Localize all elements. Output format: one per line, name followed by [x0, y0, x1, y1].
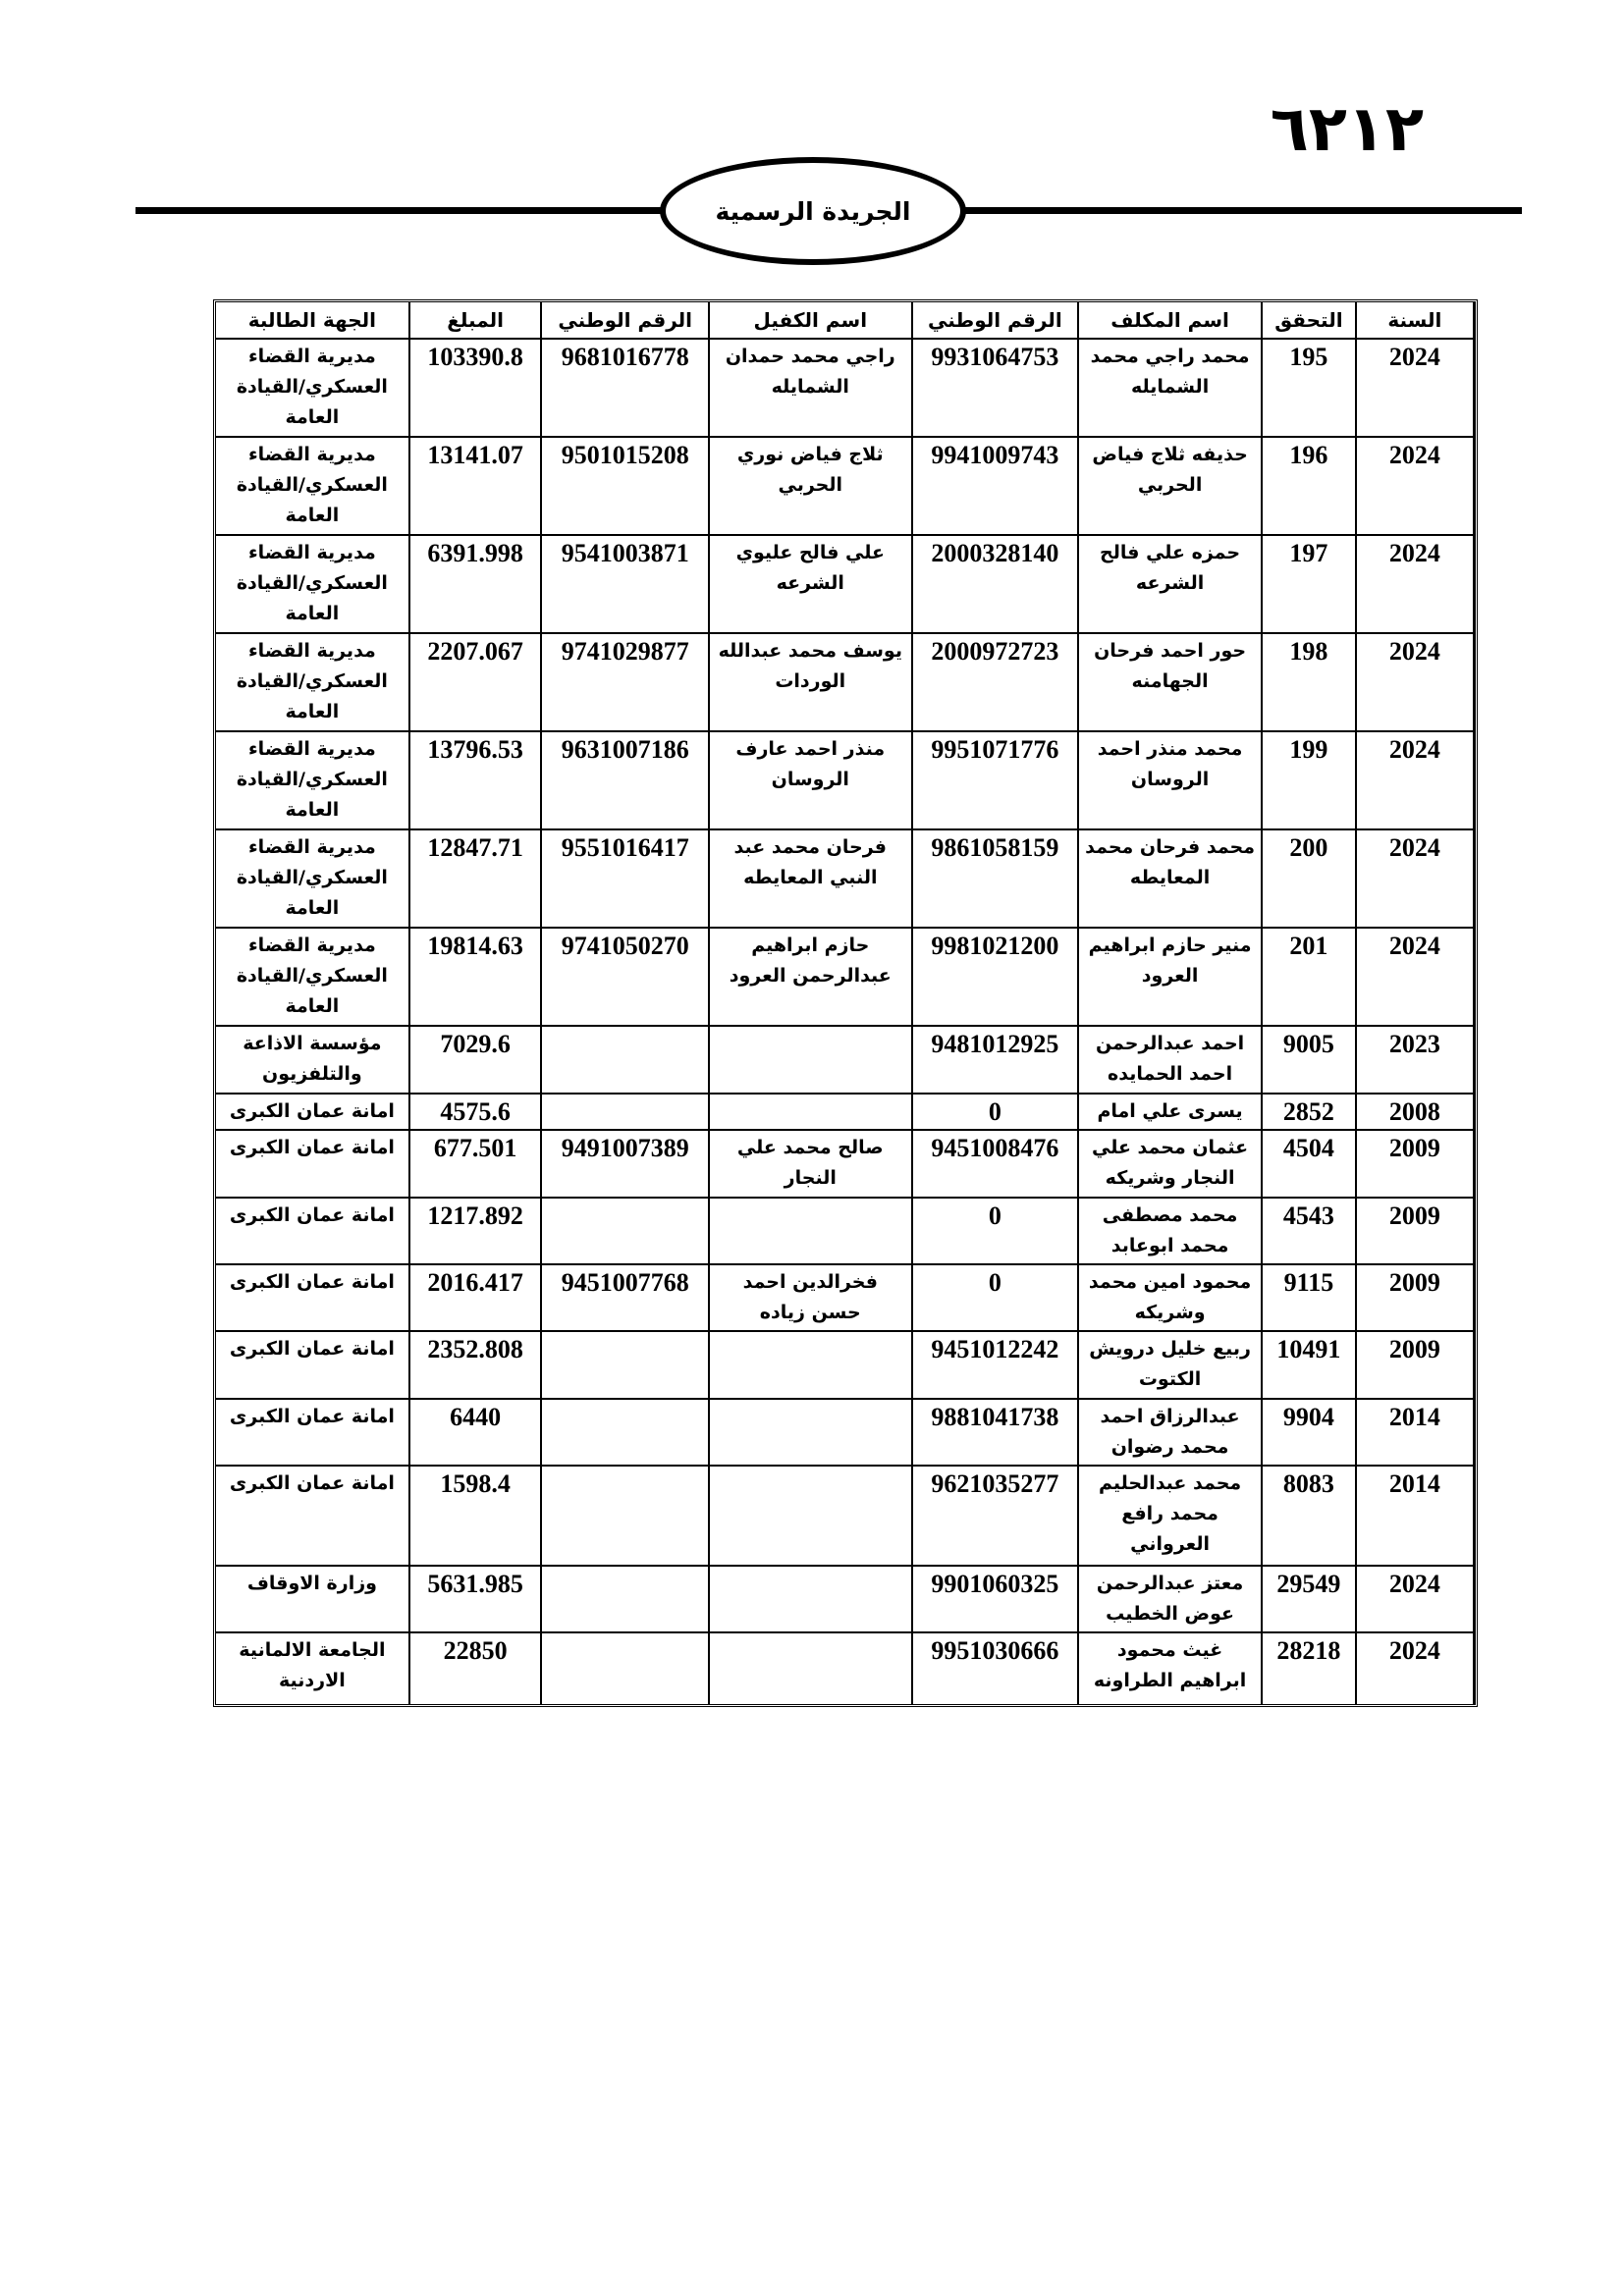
table-row [216, 929, 1475, 1027]
cell-year: 2014 [1357, 1467, 1475, 1567]
cell-taxpayer-national-id: 9881041738 [913, 1400, 1080, 1467]
cell-year: 2024 [1357, 438, 1475, 536]
cell-requesting-party: امانة عمان الكبرى [216, 1131, 410, 1199]
cell-taxpayer-national-id: 9981021200 [913, 929, 1080, 1027]
cell-year: 2024 [1357, 536, 1475, 634]
table-row [216, 732, 1475, 830]
cell-guarantor-name [710, 1027, 913, 1095]
cell-requesting-party: امانة عمان الكبرى [216, 1095, 410, 1131]
cell-guarantor-name: يوسف محمد عبدالله الوردات [710, 634, 913, 732]
table-row [216, 536, 1475, 634]
column-header-taxpayer-national-id: الرقم الوطني [913, 302, 1080, 340]
cell-verification: 4543 [1263, 1199, 1357, 1265]
gazette-title-oval [660, 157, 966, 265]
cell-year: 2008 [1357, 1095, 1475, 1131]
cell-amount: 2352.808 [410, 1332, 543, 1400]
debts-table [213, 299, 1478, 1707]
cell-taxpayer-national-id: 9861058159 [913, 830, 1080, 929]
cell-guarantor-name [710, 1567, 913, 1633]
cell-amount: 1598.4 [410, 1467, 543, 1567]
cell-amount: 2016.417 [410, 1265, 543, 1332]
cell-guarantor-name [710, 1095, 913, 1131]
cell-guarantor-name: صالح محمد علي النجار [710, 1131, 913, 1199]
cell-verification: 9005 [1263, 1027, 1357, 1095]
cell-guarantor-national-id: 9501015208 [542, 438, 710, 536]
cell-requesting-party: امانة عمان الكبرى [216, 1400, 410, 1467]
cell-guarantor-national-id [542, 1027, 710, 1095]
gazette-title: الجريدة الرسمية [715, 196, 911, 226]
cell-amount: 7029.6 [410, 1027, 543, 1095]
cell-guarantor-national-id: 9541003871 [542, 536, 710, 634]
cell-guarantor-national-id [542, 1199, 710, 1265]
cell-taxpayer-national-id: 9481012925 [913, 1027, 1080, 1095]
cell-taxpayer-name: يسرى علي امام [1079, 1095, 1263, 1131]
cell-year: 2009 [1357, 1199, 1475, 1265]
cell-requesting-party: مديرية القضاء العسكري/القيادة العامة [216, 340, 410, 438]
cell-taxpayer-name: حور احمد فرحان الجهامنه [1079, 634, 1263, 732]
cell-taxpayer-national-id: 9941009743 [913, 438, 1080, 536]
cell-guarantor-name: فخرالدين احمد حسن زياده [710, 1265, 913, 1332]
cell-taxpayer-national-id: 9951071776 [913, 732, 1080, 830]
cell-requesting-party: مديرية القضاء العسكري/القيادة العامة [216, 438, 410, 536]
cell-taxpayer-name: محمد مصطفى محمد ابوعابد [1079, 1199, 1263, 1265]
table-row [216, 1400, 1475, 1467]
cell-taxpayer-name: غيث محمود ابراهيم الطراونه [1079, 1633, 1263, 1704]
table-row [216, 634, 1475, 732]
cell-requesting-party: مديرية القضاء العسكري/القيادة العامة [216, 732, 410, 830]
cell-requesting-party: مديرية القضاء العسكري/القيادة العامة [216, 634, 410, 732]
cell-taxpayer-national-id: 0 [913, 1095, 1080, 1131]
cell-verification: 10491 [1263, 1332, 1357, 1400]
cell-verification: 199 [1263, 732, 1357, 830]
cell-taxpayer-national-id: 2000328140 [913, 536, 1080, 634]
cell-amount: 5631.985 [410, 1567, 543, 1633]
cell-guarantor-national-id: 9681016778 [542, 340, 710, 438]
cell-guarantor-name [710, 1199, 913, 1265]
cell-taxpayer-national-id: 2000972723 [913, 634, 1080, 732]
cell-taxpayer-name: حذيفه ثلاج فياض الحربي [1079, 438, 1263, 536]
cell-guarantor-national-id: 9741050270 [542, 929, 710, 1027]
cell-year: 2024 [1357, 1633, 1475, 1704]
cell-taxpayer-name: معتز عبدالرحمن عوض الخطيب [1079, 1567, 1263, 1633]
table-row [216, 1131, 1475, 1199]
cell-guarantor-national-id [542, 1332, 710, 1400]
cell-guarantor-national-id: 9551016417 [542, 830, 710, 929]
cell-guarantor-name: حازم ابراهيم عبدالرحمن العرود [710, 929, 913, 1027]
cell-verification: 8083 [1263, 1467, 1357, 1567]
cell-guarantor-name [710, 1400, 913, 1467]
cell-requesting-party: مديرية القضاء العسكري/القيادة العامة [216, 830, 410, 929]
cell-requesting-party: الجامعة الالمانية الاردنية [216, 1633, 410, 1704]
cell-year: 2024 [1357, 634, 1475, 732]
cell-guarantor-name [710, 1332, 913, 1400]
cell-verification: 200 [1263, 830, 1357, 929]
page-number: ٦٢١٢ [1270, 93, 1424, 166]
cell-guarantor-national-id [542, 1095, 710, 1131]
cell-verification: 4504 [1263, 1131, 1357, 1199]
cell-guarantor-name: منذر احمد عارف الروسان [710, 732, 913, 830]
cell-taxpayer-national-id: 9901060325 [913, 1567, 1080, 1633]
cell-taxpayer-name: احمد عبدالرحمن احمد الحمايده [1079, 1027, 1263, 1095]
cell-taxpayer-national-id: 9621035277 [913, 1467, 1080, 1567]
cell-verification: 196 [1263, 438, 1357, 536]
cell-verification: 2852 [1263, 1095, 1357, 1131]
cell-amount: 19814.63 [410, 929, 543, 1027]
cell-taxpayer-national-id: 9931064753 [913, 340, 1080, 438]
cell-amount: 6440 [410, 1400, 543, 1467]
cell-taxpayer-national-id: 9451012242 [913, 1332, 1080, 1400]
cell-requesting-party: وزارة الاوقاف [216, 1567, 410, 1633]
column-header-requesting-party: الجهة الطالبة [216, 302, 410, 340]
cell-amount: 2207.067 [410, 634, 543, 732]
table-row [216, 1332, 1475, 1400]
table-row [216, 1027, 1475, 1095]
cell-requesting-party: مديرية القضاء العسكري/القيادة العامة [216, 536, 410, 634]
cell-guarantor-national-id: 9741029877 [542, 634, 710, 732]
cell-taxpayer-national-id: 0 [913, 1199, 1080, 1265]
cell-verification: 29549 [1263, 1567, 1357, 1633]
cell-amount: 103390.8 [410, 340, 543, 438]
cell-taxpayer-national-id: 0 [913, 1265, 1080, 1332]
column-header-year: السنة [1357, 302, 1475, 340]
cell-guarantor-national-id: 9491007389 [542, 1131, 710, 1199]
cell-requesting-party: امانة عمان الكبرى [216, 1265, 410, 1332]
cell-requesting-party: امانة عمان الكبرى [216, 1467, 410, 1567]
cell-year: 2014 [1357, 1400, 1475, 1467]
cell-amount: 677.501 [410, 1131, 543, 1199]
cell-taxpayer-name: محمد منذر احمد الروسان [1079, 732, 1263, 830]
cell-verification: 198 [1263, 634, 1357, 732]
cell-taxpayer-name: ربيع خليل درويش الكتوت [1079, 1332, 1263, 1400]
cell-verification: 195 [1263, 340, 1357, 438]
cell-taxpayer-national-id: 9451008476 [913, 1131, 1080, 1199]
table-row [216, 830, 1475, 929]
column-header-guarantor-name: اسم الكفيل [710, 302, 913, 340]
table-row [216, 1567, 1475, 1633]
column-header-amount: المبلغ [410, 302, 543, 340]
cell-guarantor-national-id [542, 1400, 710, 1467]
cell-amount: 13796.53 [410, 732, 543, 830]
cell-guarantor-national-id [542, 1633, 710, 1704]
cell-verification: 28218 [1263, 1633, 1357, 1704]
cell-amount: 12847.71 [410, 830, 543, 929]
table-row [216, 1467, 1475, 1567]
cell-guarantor-name: علي فالح عليوي الشرعه [710, 536, 913, 634]
cell-guarantor-name [710, 1467, 913, 1567]
cell-amount: 4575.6 [410, 1095, 543, 1131]
column-header-taxpayer-name: اسم المكلف [1079, 302, 1263, 340]
cell-year: 2009 [1357, 1265, 1475, 1332]
cell-verification: 9115 [1263, 1265, 1357, 1332]
cell-guarantor-national-id: 9451007768 [542, 1265, 710, 1332]
cell-taxpayer-name: محمد راجي محمد الشمايله [1079, 340, 1263, 438]
cell-amount: 6391.998 [410, 536, 543, 634]
cell-requesting-party: امانة عمان الكبرى [216, 1199, 410, 1265]
column-header-verification: التحقق [1263, 302, 1357, 340]
cell-taxpayer-name: محمد فرحان محمد المعايطه [1079, 830, 1263, 929]
cell-year: 2024 [1357, 340, 1475, 438]
cell-taxpayer-name: محمود امين محمد وشريكه [1079, 1265, 1263, 1332]
table-row [216, 1265, 1475, 1332]
cell-verification: 201 [1263, 929, 1357, 1027]
cell-guarantor-name [710, 1633, 913, 1704]
cell-year: 2009 [1357, 1131, 1475, 1199]
table-row [216, 1633, 1475, 1704]
cell-year: 2024 [1357, 1567, 1475, 1633]
cell-guarantor-national-id [542, 1567, 710, 1633]
cell-requesting-party: مديرية القضاء العسكري/القيادة العامة [216, 929, 410, 1027]
cell-verification: 9904 [1263, 1400, 1357, 1467]
table-row [216, 438, 1475, 536]
cell-taxpayer-name: عثمان محمد علي النجار وشريكه [1079, 1131, 1263, 1199]
cell-taxpayer-name: عبدالرزاق احمد محمد رضوان [1079, 1400, 1263, 1467]
table-row [216, 1095, 1475, 1131]
cell-taxpayer-national-id: 9951030666 [913, 1633, 1080, 1704]
cell-guarantor-national-id [542, 1467, 710, 1567]
table-row [216, 1199, 1475, 1265]
cell-requesting-party: امانة عمان الكبرى [216, 1332, 410, 1400]
cell-taxpayer-name: حمزه علي فالح الشرعه [1079, 536, 1263, 634]
cell-year: 2024 [1357, 830, 1475, 929]
cell-taxpayer-name: منير حازم ابراهيم العرود [1079, 929, 1263, 1027]
cell-guarantor-name: راجي محمد حمدان الشمايله [710, 340, 913, 438]
cell-verification: 197 [1263, 536, 1357, 634]
cell-year: 2024 [1357, 732, 1475, 830]
cell-amount: 22850 [410, 1633, 543, 1704]
cell-year: 2009 [1357, 1332, 1475, 1400]
column-header-guarantor-national-id: الرقم الوطني [542, 302, 710, 340]
cell-year: 2023 [1357, 1027, 1475, 1095]
cell-amount: 13141.07 [410, 438, 543, 536]
table-row [216, 340, 1475, 438]
cell-guarantor-name: فرحان محمد عبد النبي المعايطه [710, 830, 913, 929]
cell-amount: 1217.892 [410, 1199, 543, 1265]
cell-guarantor-national-id: 9631007186 [542, 732, 710, 830]
cell-guarantor-name: ثلاج فياض نوري الحربي [710, 438, 913, 536]
cell-requesting-party: مؤسسة الاذاعة والتلفزيون [216, 1027, 410, 1095]
cell-taxpayer-name: محمد عبدالحليم محمد رافع العرواني [1079, 1467, 1263, 1567]
table-header-row [216, 302, 1475, 340]
cell-year: 2024 [1357, 929, 1475, 1027]
